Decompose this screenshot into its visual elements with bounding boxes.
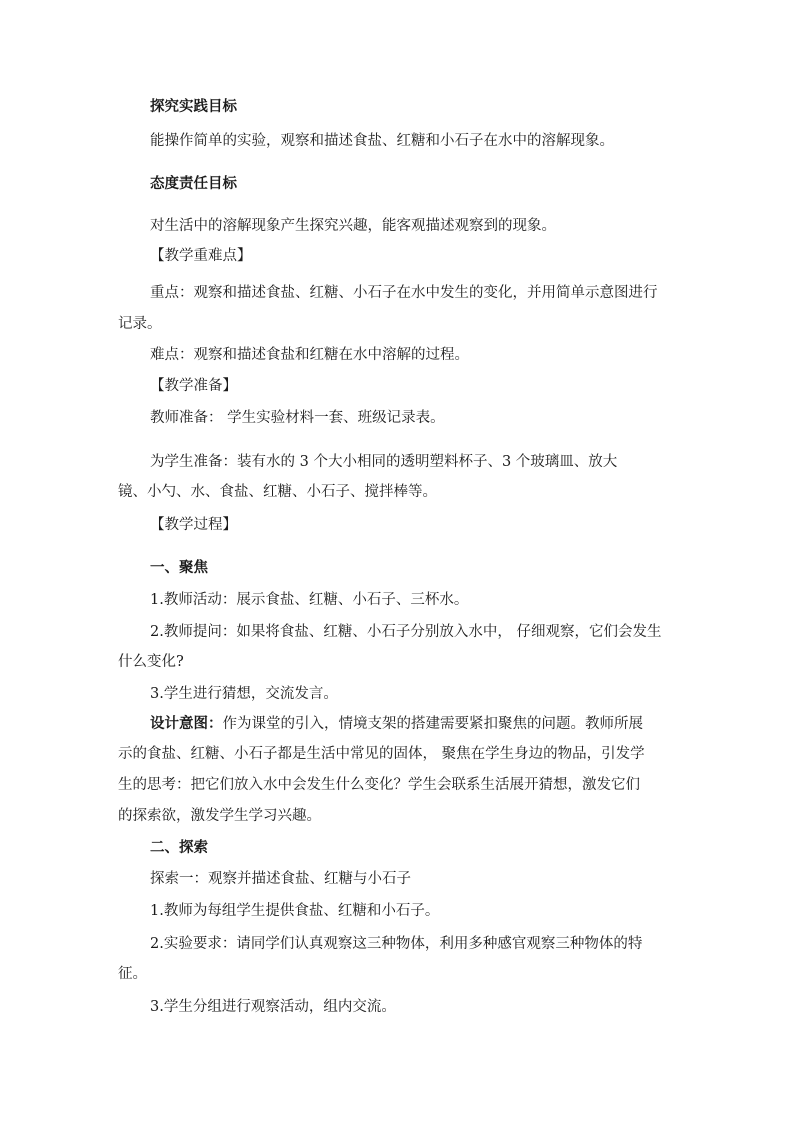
difficult-point: 难点：观察和描述食盐和红糖在水中溶解的过程。: [150, 347, 469, 363]
key-point-line2: 记录。: [118, 316, 162, 332]
student-preparation-line2: 镜、小勺、水、食盐、红糖、小石子、搅拌棒等。: [118, 484, 437, 500]
focus-item2-line1: 2.教师提问：如果将食盐、红糖、小石子分别放入水中， 仔细观察，它们会发生: [150, 624, 662, 640]
design-intent-line3: 生的思考：把它们放入水中会发生什么变化？学生会联系生活展开猜想，激发它们: [118, 777, 640, 793]
focus-heading: 一、聚焦: [150, 559, 208, 576]
focus-item2-line2: 什么变化?: [118, 654, 184, 670]
attitude-goal-text: 对生活中的溶解现象产生探究兴趣，能客观描述观察到的现象。: [150, 218, 556, 234]
design-intent-line1: [150, 714, 643, 734]
explore-item3: 3.学生分组进行观察活动，组内交流。: [150, 999, 396, 1015]
explore-heading: 二、探索: [150, 839, 208, 856]
explore-item2-line1: 2.实验要求：请同学们认真观察这三种物体，利用多种感官观察三种物体的特: [150, 936, 643, 952]
explore-item2-line2: 征。: [118, 966, 147, 982]
inquiry-goal-text: 能操作简单的实验，观察和描述食盐、红糖和小石子在水中的溶解现象。: [150, 133, 614, 149]
design-intent-label: 设计意图：: [150, 715, 223, 732]
teacher-preparation: 教师准备： 学生实验材料一套、班级记录表。: [150, 410, 445, 426]
inquiry-goal-heading: 探究实践目标: [150, 98, 237, 115]
focus-item3: 3.学生进行猜想，交流发言。: [150, 686, 338, 702]
design-intent-text: 作为课堂的引入，情境支架的搭建需要紧扣聚焦的问题。教师所展: [222, 716, 643, 732]
explore-item1: 1.教师为每组学生提供食盐、红糖和小石子。: [150, 903, 440, 919]
attitude-goal-heading: 态度责任目标: [150, 175, 237, 192]
design-intent-line2: 示的食盐、红糖、小石子都是生活中常见的固体， 聚焦在学生身边的物品，引发学: [118, 746, 645, 762]
explore-sub1: 探索一：观察并描述食盐、红糖与小石子: [150, 871, 411, 887]
focus-item1: 1.教师活动：展示食盐、红糖、小石子、三杯水。: [150, 592, 469, 608]
process-heading: 【教学过程】: [150, 517, 237, 533]
student-preparation-line1: 为学生准备：装有水的 3 个大小相同的透明塑料杯子、3 个玻璃皿、放大: [150, 454, 618, 470]
design-intent-line4: 的探索欲，激发学生学习兴趣。: [118, 808, 321, 824]
preparation-heading: 【教学准备】: [150, 378, 237, 394]
key-points-heading: 【教学重难点】: [150, 248, 252, 264]
key-point-line1: 重点：观察和描述食盐、红糖、小石子在水中发生的变化，并用简单示意图进行: [150, 285, 658, 301]
